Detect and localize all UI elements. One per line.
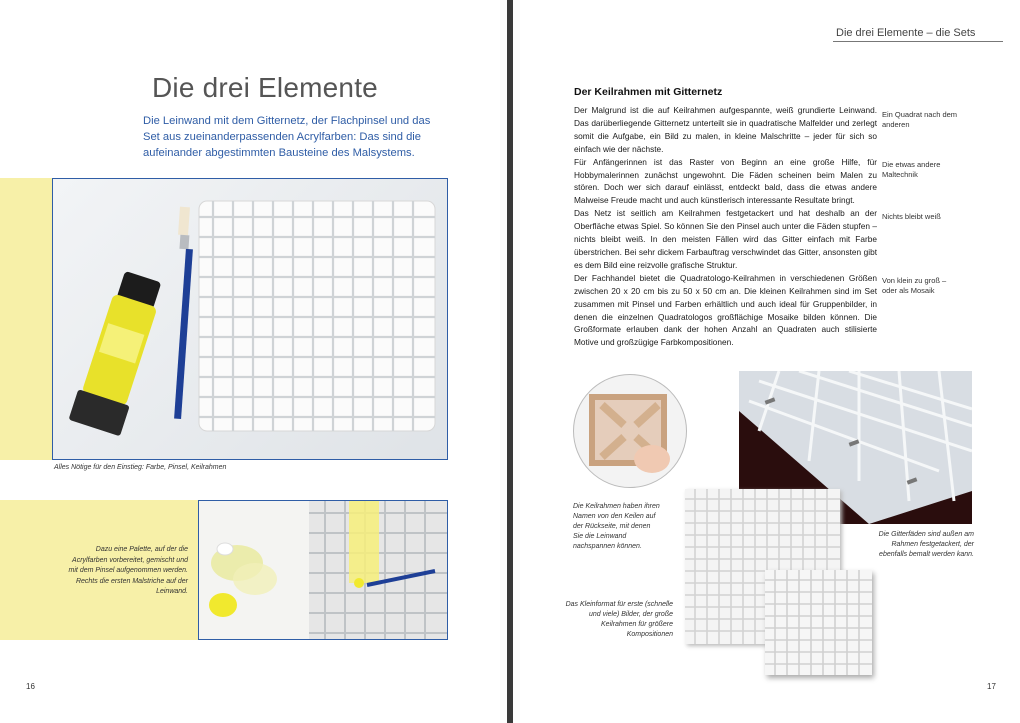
intro-text: Die Leinwand mit dem Gitternetz, der Flachpinsel und das Set aus zueinanderpassenden Acrylfarben: Das sind die aufeinander abgestimmten Bausteine des Malsystems.	[143, 115, 431, 159]
paragraph: Das Netz ist seitlich am Keilrahmen festgetackert und hat deshalb an der Oberfläche etwas Spiel. So können Sie den Pinsel auch unter die Fäden stupfen – nichts bleibt weiß. In den meisten Fällen wird das Gitter einfach mit Farbe überstrichen. Bei sehr dickem Farbauftrag verschwindet das Gitter, ansonsten gibt es dem Bild eine reizvolle grafische Struktur.	[574, 208, 877, 270]
article-body	[574, 104, 877, 349]
small-canvas-grid	[765, 570, 872, 675]
running-header-rule	[833, 41, 1003, 42]
yellow-band-top	[0, 178, 52, 460]
caption-main-photo: Alles Nötige für den Einstieg: Farbe, Pinsel, Keilrahmen	[54, 464, 227, 471]
stretcher-illustration	[574, 375, 686, 487]
page-number-right: 17	[987, 682, 996, 691]
paragraph: Der Fachhandel bietet die Quadratologo-Keilrahmen in verschiedenen Größen zwischen 20 x 20 cm bis zu 50 x 50 cm an. Die kleinen Keilrahmen sind im Set zusammen mit Pinsel und Farben erhältlich und auch ideal für Gruppenbilder, in denen die einzelnen Quadratologos großflächige Mosaike bilden können. Die Großformate erlauben dank der hohen Anzahl an Quadraten auch stilisierte Motive und großzügige Farbkompositionen.	[574, 272, 877, 348]
palette-illustration	[199, 501, 447, 639]
caption-stretcher: Die Keilrahmen haben ihren Namen von den Keilen auf der Rückseite, mit denen Sie die Leinwand nachspannen können.	[573, 503, 660, 550]
running-header: Die drei Elemente – die Sets	[836, 27, 976, 39]
section-heading: Der Keilrahmen mit Gitternetz	[574, 86, 723, 98]
caption-closeup: Die Gitterfäden sind außen am Rahmen festgetackert, der ebenfalls bemalt werden kann.	[878, 531, 974, 558]
stretcher-back-photo	[573, 374, 687, 488]
caption-palette: Dazu eine Palette, auf der die Acrylfarben vorbereitet, gemischt und mit dem Pinsel aufgenommen werden. Rechts die ersten Malstriche auf der Leinwand.	[68, 546, 188, 595]
margin-note: Nichts bleibt weiß	[882, 212, 941, 221]
margin-note: Ein Quadrat nach dem anderen	[882, 110, 958, 129]
margin-note: Von klein zu groß – oder als Mosaik	[882, 276, 947, 295]
right-page	[513, 0, 1020, 723]
page-number-left: 16	[26, 682, 35, 691]
small-canvas-photo	[765, 570, 872, 675]
caption-sizes: Das Kleinformat für erste (schnelle und viele) Bilder, der große Keilrahmen für größere Kompositionen	[565, 601, 673, 638]
paragraph: Der Malgrund ist die auf Keilrahmen aufgespannte, weiß grundierte Leinwand. Das darüberliegende Gitternetz unterteilt sie in quadratische Malfelder und zerlegt somit die Aufgabe, ein Bild zu malen, in kleine Malschritte – jeder für sich so einfach wie der nächste.	[574, 105, 877, 154]
palette-photo	[198, 500, 448, 640]
materials-photo	[52, 178, 448, 460]
left-page	[0, 0, 507, 723]
materials-illustration	[53, 179, 447, 459]
page-title: Die drei Elemente	[152, 72, 378, 103]
paragraph: Für Anfängerinnen ist das Raster von Beginn an eine große Hilfe, für Hobbymalerinnen zunächst ungewohnt. Die Fäden scheinen beim Malen zu stören. Doch wer sich darauf einlässt, entdeckt bald, dass die etwas andere Malweise Freude macht und auch künstlerisch interessante Resultate bringt.	[574, 156, 877, 206]
margin-note: Die etwas andere Maltechnik	[882, 160, 941, 179]
